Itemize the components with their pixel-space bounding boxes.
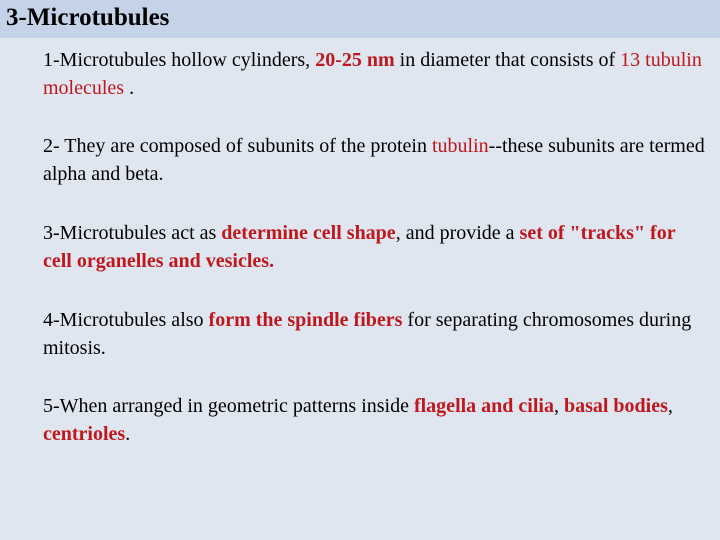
p5-highlight-flagella: flagella and cilia	[413, 395, 554, 417]
paragraph-5	[43, 392, 708, 448]
p2-highlight-tubulin: tubulin	[431, 135, 489, 157]
p5-highlight-centrioles: centrioles	[43, 423, 126, 445]
paragraph-4	[43, 306, 708, 362]
slide-title: 3-Microtubules	[6, 4, 170, 31]
paragraph-2	[43, 132, 708, 188]
p1-highlight-tubulin-count: 13 tubulin molecules	[43, 49, 702, 99]
paragraph-1	[43, 46, 708, 102]
p5-highlight-basal-bodies: basal bodies	[563, 395, 668, 417]
p5-text-g: .	[125, 423, 131, 445]
p1-text-a: 1-Microtubules hollow cylinders,	[43, 49, 316, 71]
p1-text-c: in diameter that consists of	[394, 49, 621, 71]
p4-text-c: for separating chromosomes during mitosis.	[43, 309, 692, 359]
p3-text-a: 3-Microtubules act as	[43, 222, 222, 244]
p3-highlight-tracks: set of "tracks" for cell organelles and vesicles.	[43, 222, 676, 272]
p1-highlight-diameter: 20-25 nm	[315, 49, 395, 71]
p4-highlight-spindle: form the spindle fibers	[208, 309, 403, 331]
p2-text-a: 2- They are composed of subunits of the protein	[43, 135, 432, 157]
p3-highlight-cell-shape: determine cell shape	[221, 222, 396, 244]
p2-text-c: --these subunits are termed alpha and beta.	[43, 135, 705, 185]
p5-text-e: ,	[667, 395, 673, 417]
p5-text-c: ,	[553, 395, 564, 417]
p1-text-e: .	[124, 77, 135, 99]
p3-text-c: , and provide a	[395, 222, 520, 244]
paragraph-3	[43, 219, 708, 275]
p5-text-a: 5-When arranged in geometric patterns inside	[43, 395, 414, 417]
title-bar	[0, 0, 720, 38]
p4-text-a: 4-Microtubules also	[43, 309, 209, 331]
